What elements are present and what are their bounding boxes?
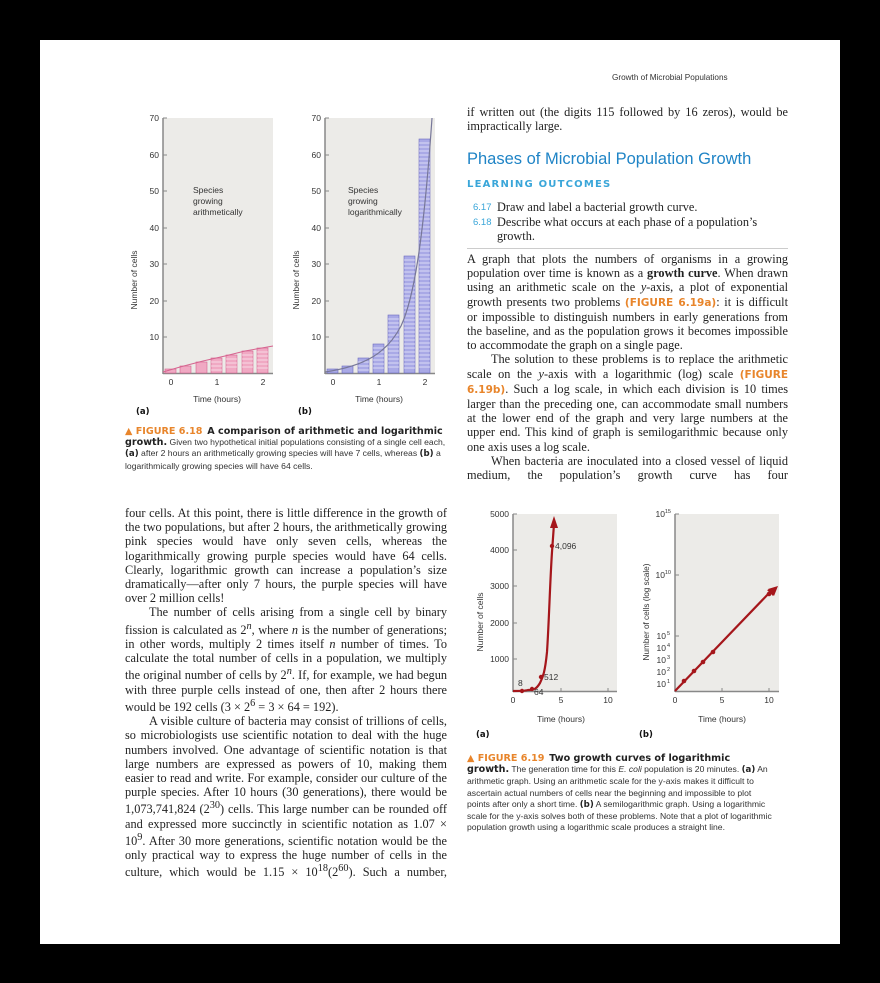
paragraph: A visible culture of bacteria may consist of trillions of cells, so microbiologists use scientific notation to deal with the huge numbers involved. One advantage of scientific notation is that large numbers are expressed as powers of 10, making them easier to read and write. For example, consider our culture of the purple species. After 10 hours (30 generations), there would be 1,073,741,824 $(2^{30})$ cells. This large number can be rounded off and expressed more succinctly in scientific notation as $1.07 \times 10^9$. After 30 more generations, scientific notation would be the only practical way to express the huge number of cells in the culture, which would be $1.15 \times 10^{18}(2^{60})$. Such a number, [125,714,448,880]
figure-6-18a-label: (a) [136,407,150,417]
figure-label: ▲ FIGURE 6.18 [125,426,203,437]
learning-outcome-item: 6.18 Describe what occurs at each phase of a population’s growth. [473,215,758,243]
svg-text:5: 5 [558,695,564,705]
svg-text:2: 2 [260,377,266,387]
figure-6-19b-label: (b) [639,730,653,740]
svg-text:2000: 2000 [490,618,509,628]
svg-text:Number of cells: Number of cells [291,250,301,310]
svg-text:60: 60 [311,150,321,160]
plot-area [325,118,435,373]
svg-text:30: 30 [149,259,159,269]
svg-text:70: 70 [149,113,159,123]
figure-6-19b-chart [642,509,779,724]
svg-text:2: 2 [422,377,428,387]
section-heading: Phases of Microbial Population Growth [467,150,752,168]
svg-text:5000: 5000 [490,509,509,519]
svg-text:60: 60 [149,150,159,160]
figure-6-19-caption: ▲ FIGURE 6.19 Two growth curves of logarithmic growth. The generation time for this E. coli population is 20 minutes. (a) An arithmetic graph. Using an arithmetic scale for the y-axis makes it difficult to ascertain actual numbers of cells near the beginning and impossible to plot points after only a short time. (b) A semilogarithmic graph. Using a logarithmic scale for the y-axis solves both of these problems. Note that a plot of logarithmic population growth using a logarithmic scale produces a straight line. [467,753,772,833]
svg-text:10: 10 [656,643,666,653]
plot-area [163,118,273,373]
svg-text:70: 70 [311,113,321,123]
svg-text:10: 10 [655,570,665,580]
learning-outcome-item: 6.17 Draw and label a bacterial growth curve. [473,200,698,214]
continuation-paragraph: if written out (the digits 115 followed by 16 zeros), would be impractically large. [467,105,788,134]
svg-text:0: 0 [510,695,516,705]
svg-text:10: 10 [656,655,666,665]
figure-6-18b-label: (b) [298,407,312,417]
svg-text:4000: 4000 [490,545,509,555]
svg-text:3000: 3000 [490,581,509,591]
svg-text:2: 2 [666,667,670,673]
svg-text:1000: 1000 [490,654,509,664]
svg-text:10: 10 [664,570,671,576]
svg-text:logarithmically: logarithmically [348,207,402,217]
plot-area [675,514,779,691]
svg-text:50: 50 [311,186,321,196]
svg-text:4: 4 [666,643,670,649]
growth-curve-section-body [467,252,788,482]
svg-text:0: 0 [672,695,678,705]
figure-title: Two growth curves of logarithmic growth. [467,753,731,776]
running-head: Growth of Microbial Populations [612,73,728,82]
learning-outcomes-list [473,200,793,243]
svg-text:Number of cells (log scale): Number of cells (log scale) [642,563,651,661]
paragraph: The number of cells arising from a single cell by binary fission is calculated as 2$^n$, where n is the number of generations; in other words, multiply 2 times itself n number of times. To calculate the total number of cells in a population, we multiply the original number of cells by 2$^n$. If, for example, we had begun with three purple cells instead of one, then after 2 hours there would be 192 cells $(3 \times 2^6 = 3 \times 64 = 192)$. [125,605,447,714]
svg-text:20: 20 [311,296,321,306]
learning-outcomes-heading: LEARNING OUTCOMES [467,179,612,190]
svg-text:Species: Species [193,185,224,195]
svg-text:4,096: 4,096 [555,541,577,551]
figure-6-19-charts [465,502,795,742]
figure-reference-link[interactable]: (FIGURE 6.19b) [467,368,788,396]
svg-text:10: 10 [656,679,666,689]
svg-text:10: 10 [656,667,666,677]
svg-text:40: 40 [311,223,321,233]
paragraph: A graph that plots the numbers of organisms in a growing population over time is known as a growth curve. When drawn using an arithmetic scale on the y-axis, a plot of exponential growth presents two problems (FIGURE 6.19a): it is difficult or impossible to distinguish numbers in early generations from the baseline, and as the population grows it becomes impossible to accommodate the graph on a single page. [467,252,789,353]
svg-text:50: 50 [149,186,159,196]
svg-text:10: 10 [149,332,159,342]
figure-6-18b-chart [291,113,435,404]
svg-text:arithmetically: arithmetically [193,207,243,217]
svg-text:Number of cells: Number of cells [475,592,485,652]
left-column-body [125,506,447,880]
svg-text:growing: growing [348,196,378,206]
paragraph: When bacteria are inoculated into a closed vessel of liquid medium, the population’s growth curve has four [467,453,788,483]
svg-text:15: 15 [664,509,671,515]
svg-text:5: 5 [719,695,725,705]
figure-6-18-caption: ▲ FIGURE 6.18 A comparison of arithmetic and logarithmic growth. Given two hypothetical initial populations consisting of a single cell each, (a) after 2 hours an arithmetically growing species will have 7 cells, whereas (b) a logarithmically growing species will have 64 cells. [125,426,446,471]
figure-reference-link[interactable]: (FIGURE 6.19a) [624,296,717,309]
paragraph: four cells. At this point, there is little difference in the growth of the two populations, but after 2 hours, the arithmetically growing pink species would have only seven cells, whereas the logarithmically growing purple species would have 64 cells. Clearly, logarithmic growth can increase a population’s size dramatically—after only 7 hours, the purple species will have over 2 million cells! [125,506,447,606]
svg-text:growing: growing [193,196,223,206]
svg-text:1: 1 [666,679,670,685]
figure-6-19a-label: (a) [476,730,490,740]
svg-text:512: 512 [544,672,559,682]
svg-text:Time (hours): Time (hours) [698,714,746,724]
svg-text:10: 10 [764,695,774,705]
svg-text:3: 3 [666,655,670,661]
svg-text:10: 10 [311,332,321,342]
figure-6-18-charts [125,108,455,423]
svg-text:1: 1 [376,377,382,387]
figure-label: ▲ FIGURE 6.19 [467,753,545,764]
svg-text:0: 0 [330,377,336,387]
figure-6-18a-chart [129,113,273,404]
svg-text:10: 10 [656,631,666,641]
svg-text:1: 1 [214,377,220,387]
svg-text:0: 0 [168,377,174,387]
paragraph: The solution to these problems is to replace the arithmetic scale on the y-axis with a logarithmic (log) scale (FIGURE 6.19b). Such a log scale, in which each division is 10 times larger than the preceding one, can accommodate small numbers at the lower end of the graph and very large numbers at the upper end. This kind of graph is semilogarithmic because only one axis uses a log scale. [467,352,788,454]
svg-text:5: 5 [666,631,670,637]
svg-text:30: 30 [311,259,321,269]
svg-text:64: 64 [534,687,544,697]
divider [467,248,788,249]
svg-text:40: 40 [149,223,159,233]
svg-text:20: 20 [149,296,159,306]
svg-text:Number of cells: Number of cells [129,250,139,310]
svg-text:10: 10 [655,509,665,519]
svg-text:Species: Species [348,185,379,195]
svg-text:Time (hours): Time (hours) [193,394,241,404]
svg-text:Time (hours): Time (hours) [537,714,585,724]
textbook-page [40,40,840,944]
figure-title: A comparison of arithmetic and logarithmic growth. [125,426,443,449]
figure-6-19a-chart [475,509,617,724]
svg-text:8: 8 [518,678,523,688]
svg-text:10: 10 [603,695,613,705]
svg-text:Time (hours): Time (hours) [355,394,403,404]
